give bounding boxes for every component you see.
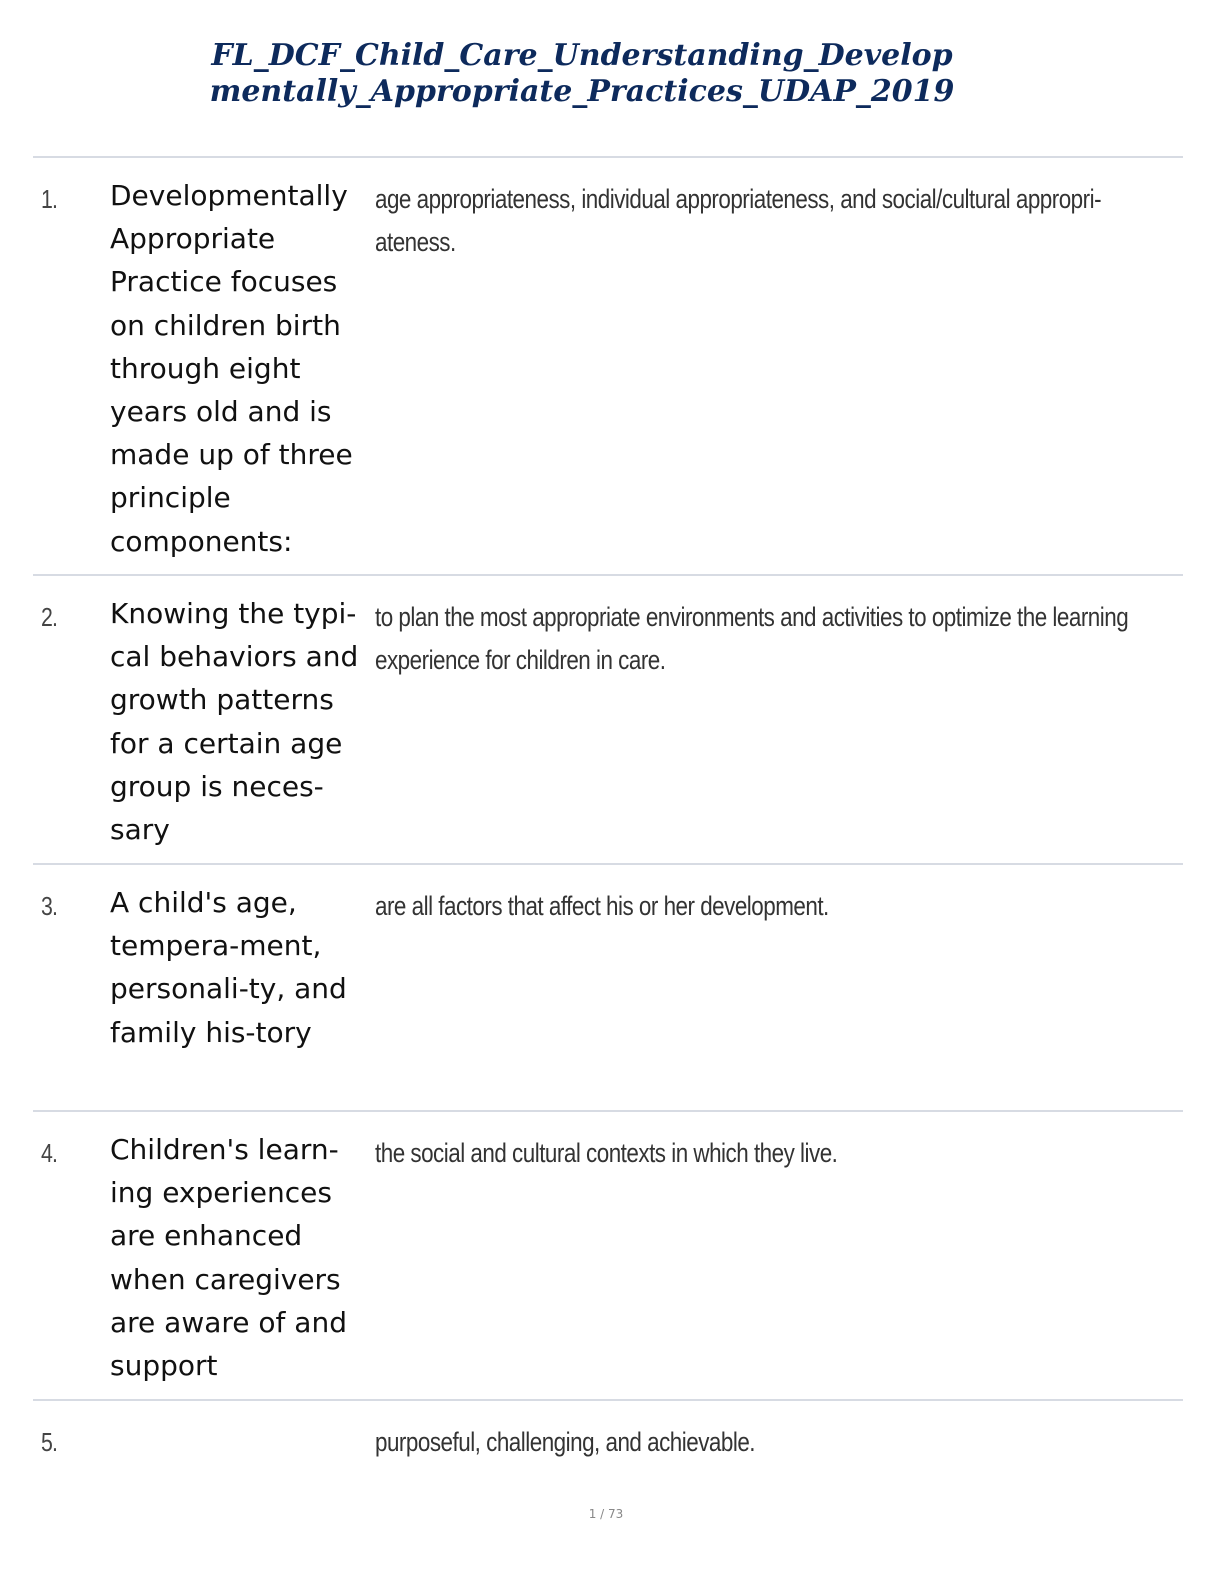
item-term: A child's age, tempera-ment, personali-ty, and family his-tory <box>110 886 347 1049</box>
flashcard-row-1 <box>33 156 1183 574</box>
item-number: 1. <box>41 184 58 214</box>
item-definition: the social and cultural contexts in which they live. <box>375 1138 838 1168</box>
item-definition: purposeful, challenging, and achievable. <box>375 1427 756 1457</box>
document-title-line-1: FL_DCF_Child_Care_Understanding_Develop <box>211 38 953 73</box>
item-term: Children's learn-ing experiences are enhanced when caregivers are aware of and support <box>110 1133 347 1383</box>
item-number: 4. <box>41 1138 58 1168</box>
flashcard-row-5 <box>33 1399 1183 1491</box>
flashcard-row-3 <box>33 863 1183 1110</box>
item-number: 2. <box>41 602 58 632</box>
item-term: Developmentally Appropriate Practice focuses on children birth through eight years old and is made up of three principle components: <box>110 179 353 558</box>
page-number: 1 / 73 <box>588 1507 624 1521</box>
item-term: Knowing the typi-cal behaviors and growth patterns for a certain age group is neces-sary <box>110 597 359 847</box>
document-title <box>0 38 1164 110</box>
item-number: 5. <box>41 1427 58 1457</box>
flashcard-row-4 <box>33 1110 1183 1399</box>
item-definition: to plan the most appropriate environments and activities to optimize the learning experience for children in care. <box>375 602 1129 675</box>
item-number: 3. <box>41 891 58 921</box>
item-definition: are all factors that affect his or her development. <box>375 891 829 921</box>
flashcard-row-2 <box>33 574 1183 863</box>
flashcard-list <box>33 156 1183 1491</box>
document-title-line-2: mentally_Appropriate_Practices_UDAP_2019 <box>209 74 955 109</box>
item-definition: age appropriateness, individual appropriateness, and social/cultural appropri-ateness. <box>375 184 1102 257</box>
